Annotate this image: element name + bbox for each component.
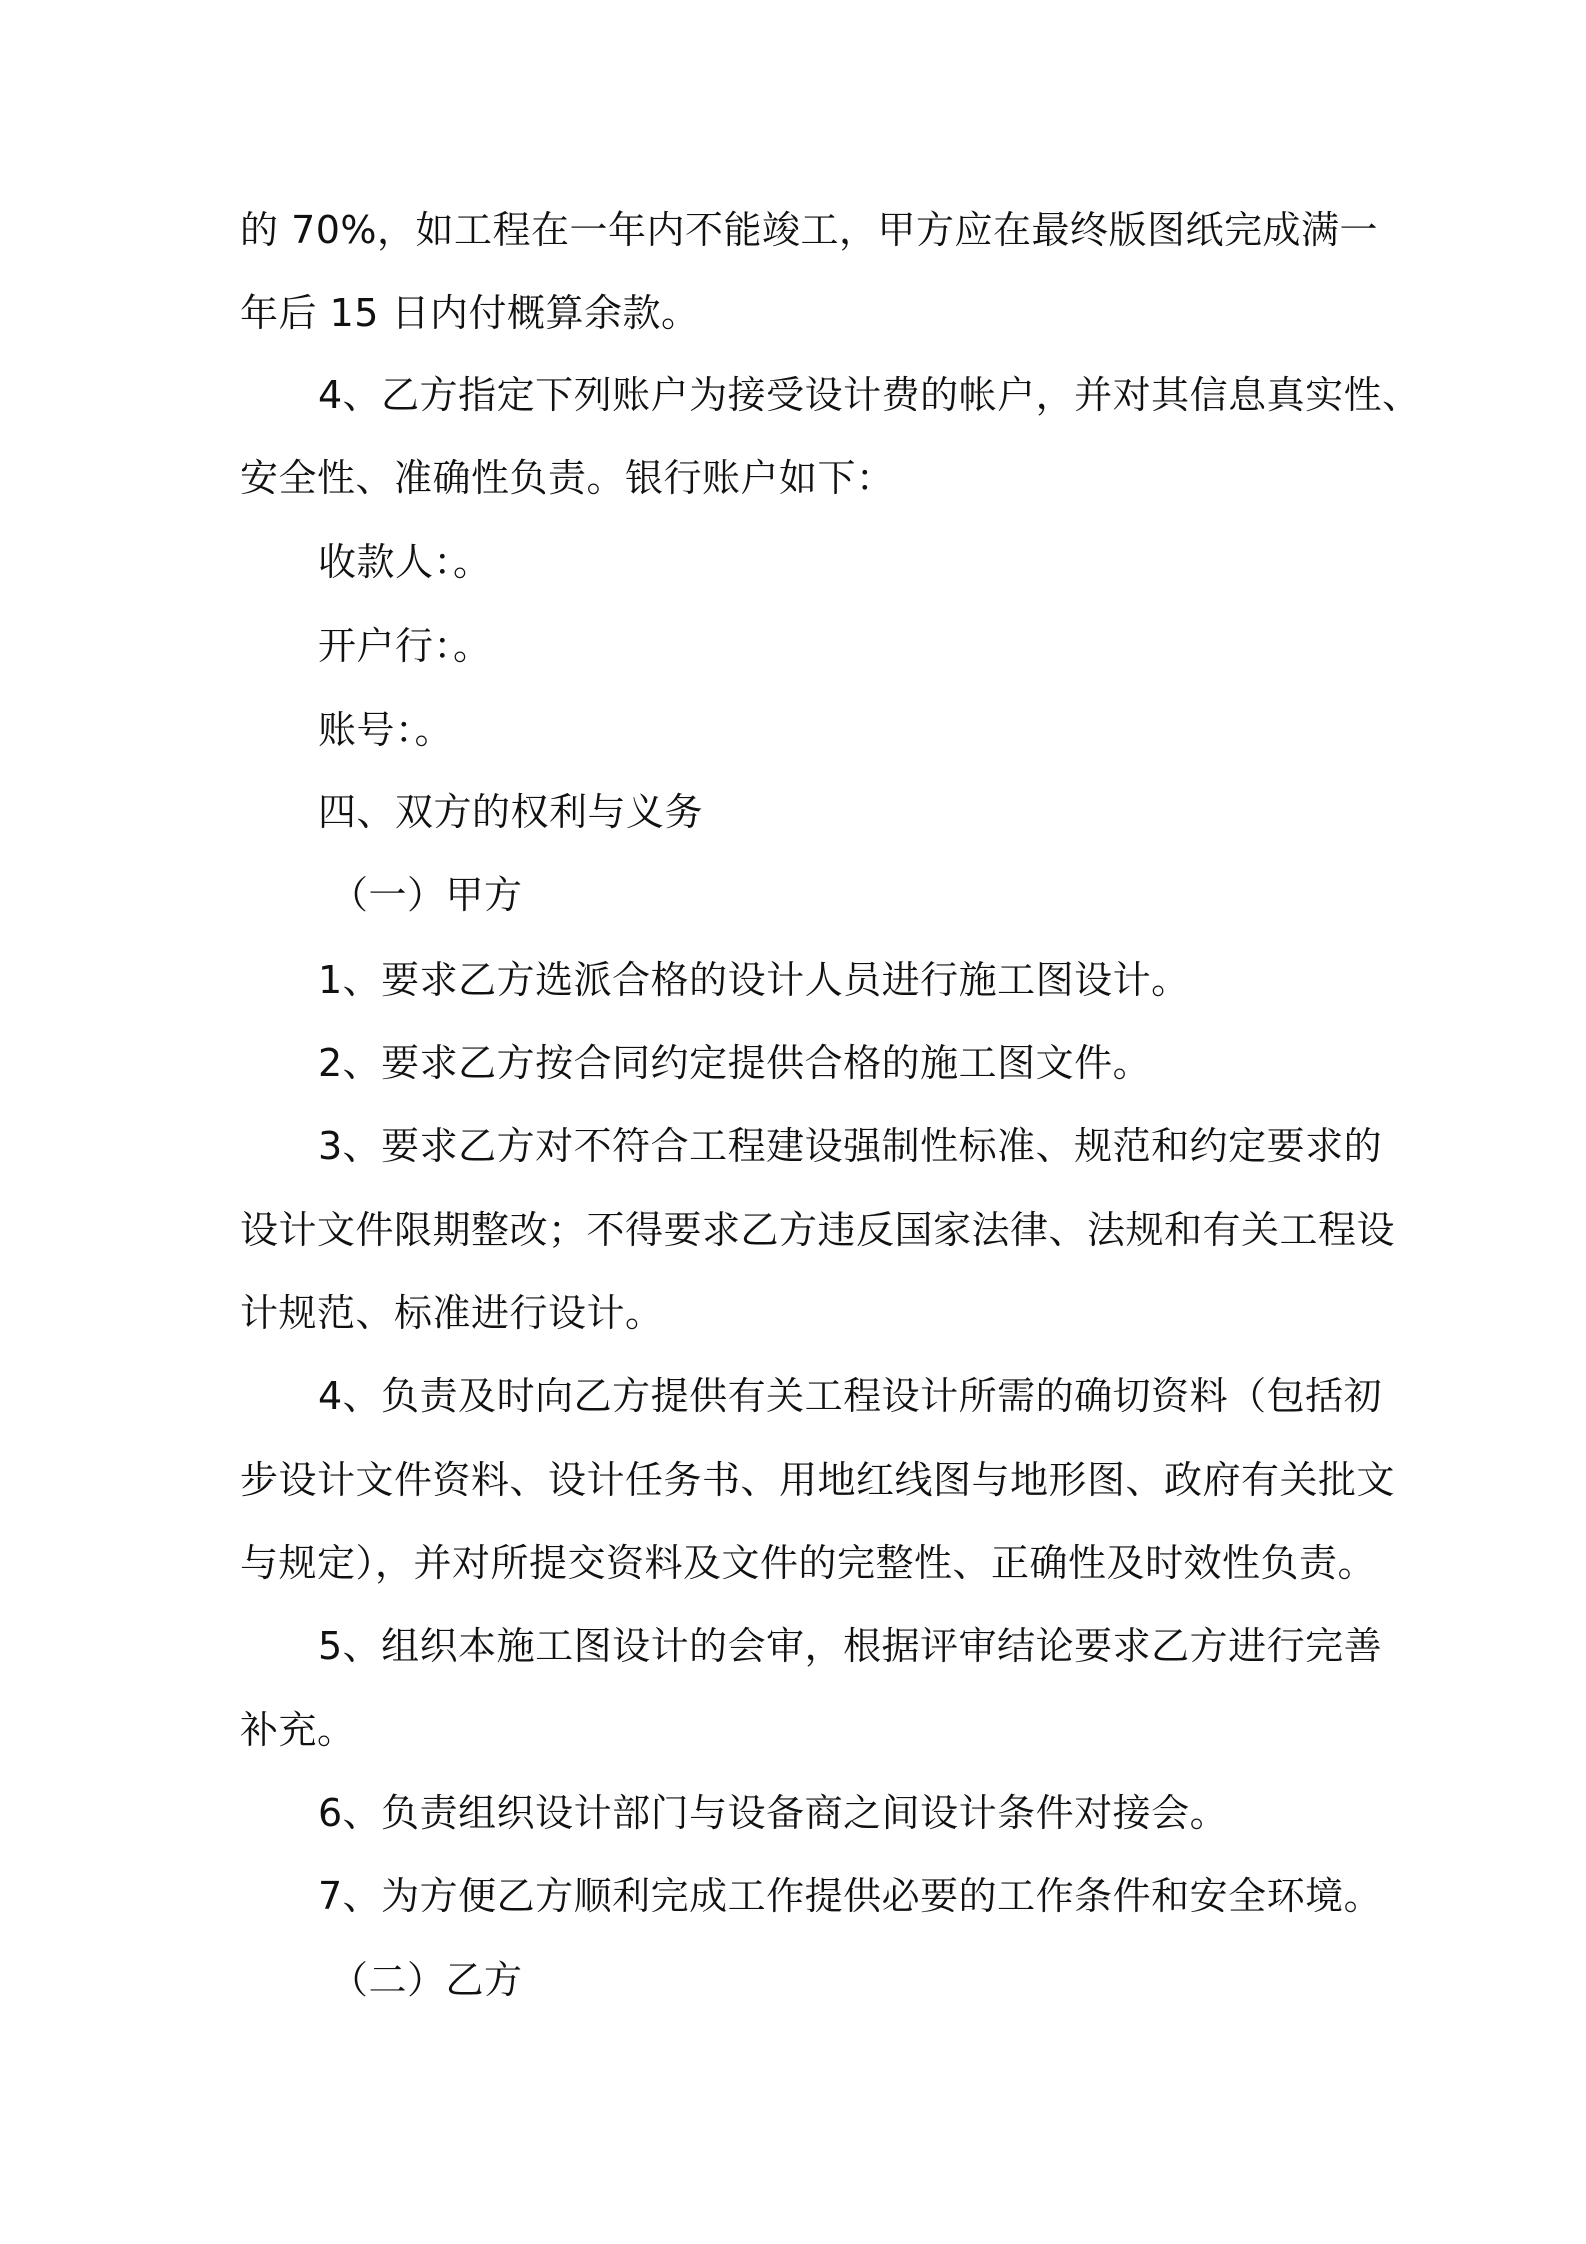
list-item: 7、为方便乙方顺利完成工作提供必要的工作条件和安全环境。	[318, 1874, 1383, 1918]
list-item: 6、负责组织设计部门与设备商之间设计条件对接会。	[318, 1791, 1229, 1835]
list-item: 4、负责及时向乙方提供有关工程设计所需的确切资料（包括初	[318, 1374, 1383, 1418]
bank-branch-line: 开户行：。	[318, 624, 492, 668]
paragraph-line: 设计文件限期整改；不得要求乙方违反国家法律、法规和有关工程设	[240, 1208, 1396, 1252]
bank-account-line: 账号：。	[318, 708, 454, 752]
section-heading: 四、双方的权利与义务	[318, 790, 704, 834]
list-item: 5、组织本施工图设计的会审，根据评审结论要求乙方进行完善	[318, 1624, 1383, 1668]
paragraph-line: 年后 15 日内付概算余款。	[240, 291, 700, 335]
subsection-heading-party-a: （一）甲方	[330, 873, 523, 917]
paragraph-line: 与规定），并对所提交资料及文件的完整性、正确性及时效性负责。	[240, 1541, 1377, 1585]
subsection-heading-party-b: （二）乙方	[330, 1958, 523, 2002]
list-item: 2、要求乙方按合同约定提供合格的施工图文件。	[318, 1041, 1152, 1085]
paragraph-line: 计规范、标准进行设计。	[240, 1291, 664, 1335]
paragraph-line: 步设计文件资料、设计任务书、用地红线图与地形图、政府有关批文	[240, 1458, 1396, 1502]
list-item: 1、要求乙方选派合格的设计人员进行施工图设计。	[318, 958, 1190, 1002]
paragraph-line: 安全性、准确性负责。银行账户如下：	[240, 456, 895, 500]
paragraph-line: 4、乙方指定下列账户为接受设计费的帐户，并对其信息真实性、	[318, 373, 1421, 417]
paragraph-line: 的 70%，如工程在一年内不能竣工，甲方应在最终版图纸完成满一	[240, 208, 1379, 252]
paragraph-line: 补充。	[240, 1708, 356, 1752]
bank-payee-line: 收款人：。	[318, 540, 492, 584]
list-item: 3、要求乙方对不符合工程建设强制性标准、规范和约定要求的	[318, 1124, 1383, 1168]
